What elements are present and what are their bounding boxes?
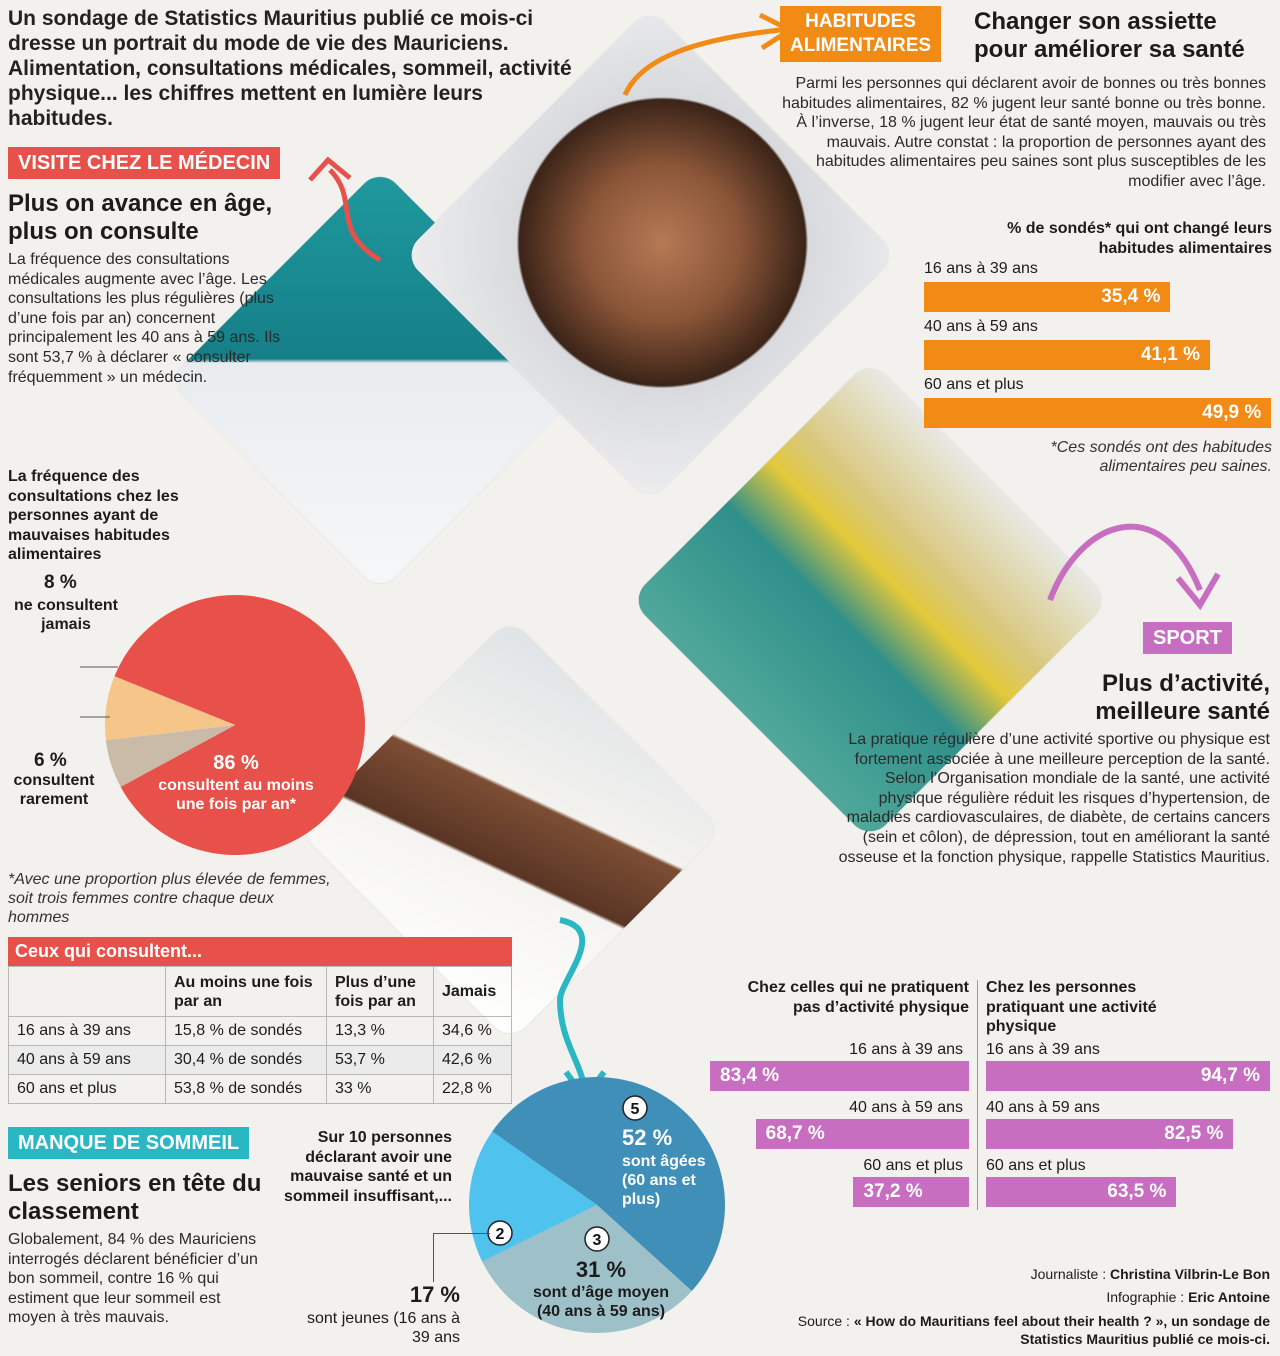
medecin-headline: Plus on avance en âge, plus on consulte [8, 190, 273, 245]
credit-source [770, 1312, 1270, 1348]
sport-right-label: 40 ans à 59 ans [986, 1099, 1100, 1116]
alim-bar-label: 60 ans et plus [924, 376, 1024, 393]
sport-right-label: 16 ans à 39 ans [986, 1041, 1100, 1058]
intro-text: Un sondage de Statistics Mauritius publié ce mois-ci dresse un portrait du mode de vie des Mauriciens. Alimentation, consultations médicales, sommeil, activité physique... les chiffres mettent en lumière leurs habitudes. [8, 7, 572, 130]
sport-right-label: 60 ans et plus [986, 1157, 1086, 1174]
sport-left-bar: 37,2 % [853, 1177, 969, 1207]
sport-right-title: Chez les personnes pratiquant une activité physique [986, 979, 1157, 1035]
alimentation-tag-line2: ALIMENTAIRES [790, 35, 932, 56]
alimentation-body: Parmi les personnes qui déclarent avoir de bonnes ou très bonnes habitudes alimentaires, 82 % jugent leur santé bonne ou très bonne. À l’inverse, 18 % jugent leur état de santé moyen, mauvais ou très mauvais. Autre constat : la proportion de personnes ayant des habitudes alimentaires peu saines sont plus susceptibles de les modifier avec l’âge. [782, 75, 1266, 190]
pie2-label-31-pct: 31 % [575, 1257, 627, 1282]
credit-source-label: Source : [797, 1313, 854, 1329]
table-header: Au moins une fois par an [166, 967, 327, 1017]
table-cell: 53,7 % [327, 1046, 434, 1075]
table-header: Plus d’une fois par an [327, 967, 434, 1017]
pie1-label-6-pct: 6 % [34, 750, 67, 771]
consultation-pie-chart [80, 585, 390, 865]
table-row [9, 1017, 512, 1046]
badge-number: 5 [630, 1101, 640, 1118]
pie1-label-8-pct: 8 % [44, 572, 77, 593]
sport-left-label: 60 ans et plus [863, 1157, 963, 1174]
sport-left-label: 40 ans à 59 ans [849, 1099, 963, 1116]
sport-right-bar: 94,7 % [986, 1061, 1270, 1091]
credit-source-text: « How do Mauritians feel about their health ? », un sondage de Statistics Mauritius publié ce mois-ci. [853, 1313, 1270, 1347]
credit-infographie-label: Infographie : [1106, 1289, 1189, 1305]
sport-body: La pratique régulière d’une activité sportive ou physique est fortement associée à une meilleure perception de la santé. Selon l’Organisation mondiale de la santé, une activité physique régulière réduit les risques d’hypertension, de maladies cardiovasculaires, de diabète, de certains cancers (sein et côlon), de dépression, tout en améliorant la santé osseuse et la fonction physique, rappelle Statistics Mauritius. [838, 731, 1270, 866]
sport-left-bar: 83,4 % [710, 1061, 969, 1091]
red-arrow-icon [330, 170, 380, 260]
alimentation-headline: Changer son assiette pour améliorer sa santé [974, 8, 1245, 63]
sport-right-bar: 63,5 % [986, 1177, 1176, 1207]
pie1-label-86-pct: 86 % [213, 752, 259, 774]
table-cell: 34,6 % [434, 1017, 512, 1046]
orange-arrow-icon [625, 30, 780, 95]
alim-bar: 49,9 % [924, 398, 1271, 428]
teal-arrow-icon [560, 920, 585, 1090]
table-cell: 53,8 % de sondés [166, 1075, 327, 1104]
leader-line [80, 640, 118, 667]
table-cell: 13,3 % [327, 1017, 434, 1046]
credit-infographie [900, 1289, 1270, 1305]
sport-left-label: 16 ans à 39 ans [849, 1041, 963, 1058]
table-cell: 33 % [327, 1075, 434, 1104]
sport-divider [977, 980, 978, 1210]
sport-headline: Plus d’activité, meilleure santé [1095, 670, 1270, 725]
table-cell: 30,4 % de sondés [166, 1046, 327, 1075]
alim-bar: 41,1 % [924, 340, 1210, 370]
table-cell: 16 ans à 39 ans [9, 1017, 166, 1046]
medecin-tag: VISITE CHEZ LE MÉDECIN [8, 147, 280, 179]
sommeil-headline: Les seniors en tête du classement [8, 1170, 262, 1225]
table-cell: 42,6 % [434, 1046, 512, 1075]
medecin-pie-note: *Avec une proportion plus élevée de femmes, soit trois femmes contre chaque deux hommes [8, 871, 331, 926]
credit-journalist [900, 1266, 1270, 1282]
alimentation-tag [780, 6, 941, 62]
credit-journalist-name: Christina Vilbrin-Le Bon [1110, 1266, 1270, 1282]
pie1-label-8-text: ne consultent jamais [13, 597, 118, 633]
sommeil-pie-caption: Sur 10 personnes déclarant avoir une mauvaise santé et un sommeil insuffisant,... [283, 1129, 452, 1205]
credit-infographie-name: Eric Antoine [1188, 1289, 1270, 1305]
consultation-table [8, 966, 512, 1104]
pie2-label-17-text: sont jeunes (16 ans à 39 ans [307, 1310, 460, 1346]
table-header [9, 967, 166, 1017]
table-cell: 40 ans à 59 ans [9, 1046, 166, 1075]
alimentation-tag-line1: HABITUDES [805, 11, 916, 32]
alim-bar-label: 16 ans à 39 ans [924, 260, 1038, 277]
sommeil-tag: MANQUE DE SOMMEIL [8, 1127, 249, 1159]
badge-number: 2 [495, 1226, 505, 1243]
sport-tag: SPORT [1143, 622, 1232, 654]
pie2-label-52-pct: 52 % [622, 1125, 673, 1150]
sport-left-title: Chez celles qui ne pratiquent pas d’activité physique [747, 979, 969, 1016]
pie2-label-31-text: sont d’âge moyen (40 ans à 59 ans) [532, 1284, 670, 1320]
table-row [9, 1046, 512, 1075]
table-cell: 22,8 % [434, 1075, 512, 1104]
alimentation-footnote: *Ces sondés ont des habitudes alimentaires peu saines. [1050, 439, 1272, 475]
medecin-pie-caption: La fréquence des consultations chez les personnes ayant de mauvaises habitudes alimentaires [8, 468, 179, 563]
table-cell: 60 ans et plus [9, 1075, 166, 1104]
table-header: Jamais [434, 967, 512, 1017]
sport-left-bar: 68,7 % [756, 1119, 969, 1149]
pie1-label-86-text: consultent au moins une fois par an* [158, 777, 314, 813]
sport-right-bar: 82,5 % [986, 1119, 1233, 1149]
pink-arrow-icon [1050, 527, 1200, 600]
pie2-label-17-pct: 17 % [409, 1282, 460, 1307]
alimentation-chart-title: % de sondés* qui ont changé leurs habitudes alimentaires [1007, 220, 1272, 257]
table-row [9, 1075, 512, 1104]
leader-line [433, 1233, 490, 1282]
pie1-label-6-text: consultent rarement [13, 772, 95, 808]
medecin-body: La fréquence des consultations médicales augmente avec l’âge. Les consultations les plus régulières (plus d’une fois par an) concernent principalement les 40 ans à 59 ans. Ils sont 53,7 % à déclarer « consulter fréquemment » un médecin. [8, 251, 281, 386]
pie2-label-52-text: sont âgées (60 ans et plus) [622, 1153, 706, 1208]
table-title: Ceux qui consultent... [8, 937, 512, 966]
badge-number: 3 [592, 1232, 602, 1249]
sommeil-body: Globalement, 84 % des Mauriciens interrogés déclarent bénéficier d’un bon sommeil, contre 16 % qui estiment que leur sommeil est moyen à très mauvais. [8, 1231, 258, 1327]
table-cell: 15,8 % de sondés [166, 1017, 327, 1046]
alim-bar-label: 40 ans à 59 ans [924, 318, 1038, 335]
credit-journalist-label: Journaliste : [1030, 1266, 1111, 1282]
alim-bar: 35,4 % [924, 282, 1170, 312]
